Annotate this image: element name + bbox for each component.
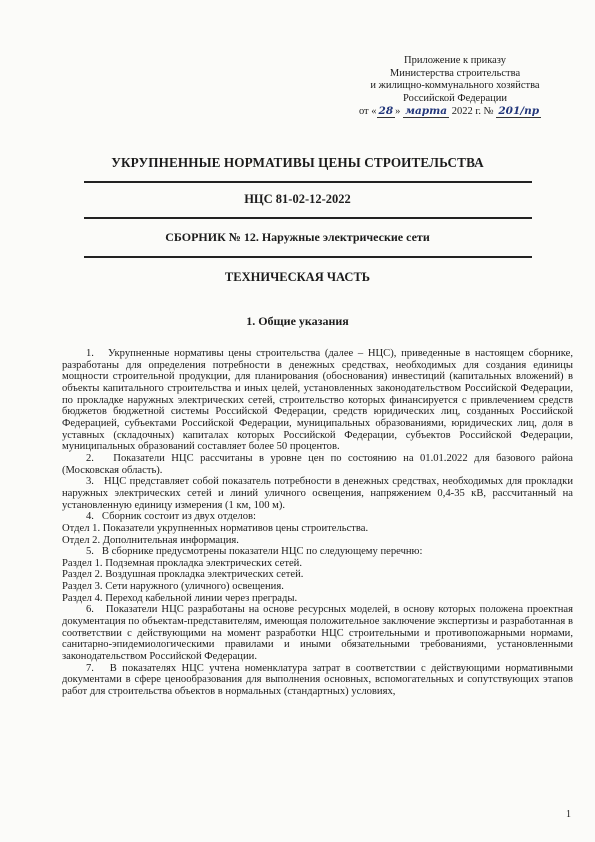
paragraph-7: 7. В показателях НЦС учтена номенклатура затрат в соответствии с действующими нормативными документами в сфере ценообразования для выполнения основных, вспомогательных и сопутствующих этапов работ для строительства объектов в нормальных (стандартных) условиях, — [62, 662, 573, 698]
paragraph-3: 3. НЦС представляет собой показатель потребности в денежных средствах, необходимых для прокладки наружных электрических сетей и линий уличного освещения, напряжением 0,4-35 кВ, рассчитанный на установленную единицу измерения (1 км, 100 м). — [62, 476, 573, 511]
list-item-section-3: Раздел 3. Сети наружного (уличного) освещения. — [62, 581, 284, 593]
date-mid: » — [395, 106, 404, 118]
list-item-department-1: Отдел 1. Показатели укрупненных нормативов цены строительства. — [62, 522, 369, 534]
handwritten-month: марта — [405, 105, 448, 118]
main-title: УКРУПНЕННЫЕ НОРМАТИВЫ ЦЕНЫ СТРОИТЕЛЬСТВА — [111, 155, 484, 170]
title-divider-2 — [84, 217, 532, 219]
section-title: 1. Общие указания — [246, 314, 349, 328]
list-item-section-1: Раздел 1. Подземная прокладка электрических сетей. — [62, 557, 302, 569]
approval-line-4: Российской Федерации — [403, 92, 507, 104]
handwritten-order-number: 201/пр — [498, 105, 540, 118]
list-item-department-2: Отдел 2. Дополнительная информация. — [62, 534, 239, 546]
title-divider-1 — [84, 181, 532, 183]
paragraph-2: 2. Показатели НЦС рассчитаны в уровне цен по состоянию на 01.01.2022 для базового района (Московская область). — [62, 452, 573, 476]
approval-block — [330, 55, 580, 119]
list-item-section-4: Раздел 4. Переход кабельной линии через преграды. — [62, 592, 298, 604]
page-number: 1 — [566, 809, 571, 820]
document-code: НЦС 81-02-12-2022 — [244, 192, 351, 206]
approval-line-2: Министерства строительства — [389, 67, 521, 79]
paragraph-1: 1. Укрупненные нормативы цены строительства (далее – НЦС), приведенные в настоящем сборнике, разработаны для определения потребности в денежных средствах, необходимых для создания единицы мощности строительной продукции, для планирования (обоснования) инвестиций (капитальных вложений) в объекты капитального строительства и иных целей, установленных законодательством Российской Федерации, по прокладке наружных электрических сетей, строительство которых финансируется с привлечением средств бюджетов бюджетной системы Российской Федерации, средств юридических лиц, созданных Российской Федерацией, субъектами Российской Федерации, муниципальных образованиями, юридических лиц, доля в уставных (складочных) капиталах которых Российской Федерации, субъектов Российской Федерации, муниципальных образований составляет более 50 процентов. — [62, 348, 573, 453]
collection-title: СБОРНИК № 12. Наружные электрические сети — [165, 230, 430, 244]
paragraph-6: 6. Показатели НЦС разработаны на основе ресурсных моделей, в основу которых положена проектная документация по объектам-представителям, имеющая положительное заключение экспертизы и разработанная в соответствии с действующими на момент разработки НЦС строительными и противопожарными нормами, санитарно-эпидемиологическими правилами и иными обязательными требованиями, установленными законодательством Российской Федерации. — [62, 604, 573, 663]
title-divider-3 — [84, 256, 532, 258]
date-prefix: от « — [358, 106, 377, 118]
date-year: 2022 г. № — [449, 106, 497, 118]
body-text — [62, 348, 573, 698]
handwritten-day: 28 — [378, 105, 394, 118]
part-title: ТЕХНИЧЕСКАЯ ЧАСТЬ — [224, 270, 371, 284]
approval-date-line — [320, 105, 580, 119]
list-item-section-2: Раздел 2. Воздушная прокладка электрических сетей. — [62, 569, 304, 581]
approval-line-1: Приложение к приказу — [404, 55, 506, 66]
paragraph-5: 5. В сборнике предусмотрены показатели НЦС по следующему перечню: — [86, 546, 423, 558]
approval-line-3: и жилищно-коммунального хозяйства — [370, 80, 540, 92]
paragraph-4: 4. Сборник состоит из двух отделов: — [86, 511, 256, 523]
